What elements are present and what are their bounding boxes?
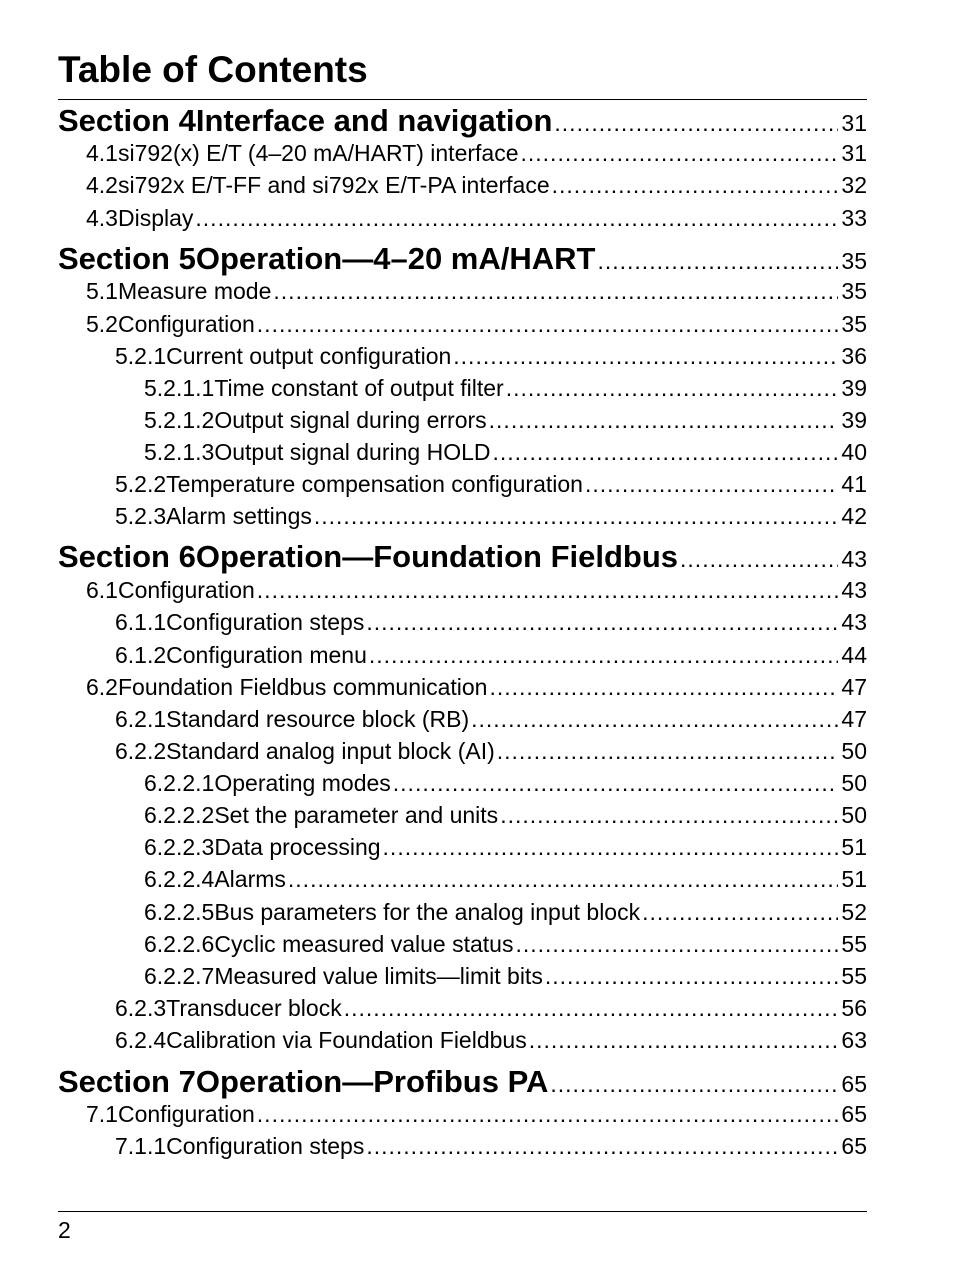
page-title: Table of Contents	[58, 49, 368, 90]
toc-entry-number: 6.2.2.6	[144, 931, 215, 957]
toc-entry-title: Temperature compensation configuration	[166, 471, 583, 497]
toc-section-entry[interactable]	[58, 103, 867, 139]
toc-entry-number: 6.2.2	[115, 738, 167, 764]
toc-entry-page: 65	[841, 1101, 867, 1127]
toc-entry-number: 5.1	[86, 278, 118, 304]
toc-entry-title: Interface and navigation	[195, 103, 553, 138]
toc-entry-title: Operation—Profibus PA	[195, 1064, 549, 1099]
toc-entry-title: Measure mode	[117, 278, 272, 304]
toc-entry-number: Section 7	[58, 1064, 196, 1099]
toc-entry-title: Current output configuration	[166, 343, 452, 369]
toc-entry-page: 33	[841, 205, 867, 231]
toc-entry-title: Set the parameter and units	[214, 802, 499, 828]
dot-leader	[515, 931, 838, 958]
toc-entry-title: Calibration via Foundation Fieldbus	[166, 1027, 527, 1053]
toc-entry-number: 5.2.2	[115, 471, 167, 497]
toc-entry-page: 42	[841, 503, 867, 529]
toc-entry-page: 32	[841, 172, 867, 198]
toc-entry-number: 5.2.1.2	[144, 407, 215, 433]
toc-entry[interactable]	[58, 278, 867, 308]
toc-section-entry[interactable]	[58, 539, 867, 575]
toc-entry[interactable]	[58, 577, 867, 607]
title-divider	[58, 99, 867, 100]
dot-leader	[366, 1133, 838, 1160]
dot-leader	[257, 1101, 839, 1128]
toc-entry-page: 41	[841, 471, 867, 497]
toc-entry-title: Alarm settings	[166, 503, 312, 529]
dot-leader	[585, 471, 838, 498]
dot-leader	[273, 278, 838, 305]
toc-entry-page: 43	[841, 609, 867, 635]
toc-entry-number: 6.2.2.2	[144, 802, 215, 828]
toc-entry[interactable]	[58, 674, 867, 704]
toc-entry-number: 4.1	[86, 140, 118, 166]
dot-leader	[366, 609, 838, 636]
toc-entry-title: Configuration	[117, 1101, 255, 1127]
dot-leader	[497, 738, 839, 765]
toc-entry[interactable]	[58, 866, 867, 896]
toc-entry-number: 6.2.2.5	[144, 899, 215, 925]
toc-entry[interactable]	[58, 1101, 867, 1131]
dot-leader	[680, 546, 838, 573]
toc-entry[interactable]	[58, 609, 867, 639]
toc-entry-page: 39	[841, 375, 867, 401]
dot-leader	[597, 248, 838, 275]
toc-entry[interactable]	[58, 343, 867, 373]
dot-leader	[471, 706, 838, 733]
dot-leader	[500, 802, 838, 829]
toc-entry-number: 6.2.2.7	[144, 963, 215, 989]
toc-entry-title: Standard resource block (RB)	[166, 706, 470, 732]
toc-entry-page: 51	[841, 866, 867, 892]
toc-entry-title: Display	[117, 205, 194, 231]
toc-entry[interactable]	[58, 802, 867, 832]
toc-entry[interactable]	[58, 899, 867, 929]
toc-entry-page: 43	[841, 546, 867, 572]
toc-entry-page: 36	[841, 343, 867, 369]
toc-entry-page: 52	[841, 899, 867, 925]
toc-entry-page: 35	[841, 311, 867, 337]
toc-entry-title: Standard analog input block (AI)	[166, 738, 495, 764]
toc-entry[interactable]	[58, 375, 867, 405]
toc-entry-title: Operation—Foundation Fieldbus	[195, 539, 679, 574]
toc-entry[interactable]	[58, 439, 867, 469]
toc-entry-page: 35	[841, 278, 867, 304]
toc-entry-title: Bus parameters for the analog input block	[214, 899, 641, 925]
toc-entry[interactable]	[58, 642, 867, 672]
toc-entry-number: Section 4	[58, 103, 196, 138]
toc-entry-number: Section 6	[58, 539, 196, 574]
toc-entry[interactable]	[58, 1133, 867, 1163]
toc-entry[interactable]	[58, 205, 867, 235]
toc-entry-page: 47	[841, 674, 867, 700]
dot-leader	[506, 375, 839, 402]
toc-entry[interactable]	[58, 963, 867, 993]
toc-entry-title: Configuration	[117, 577, 255, 603]
dot-leader	[314, 503, 839, 530]
dot-leader	[489, 407, 839, 434]
toc-entry-title: Operation—4–20 mA/HART	[195, 241, 596, 276]
toc-entry-title: Output signal during HOLD	[214, 439, 491, 465]
toc-entry-title: Transducer block	[166, 995, 342, 1021]
dot-leader	[521, 140, 839, 167]
toc-entry-title: Foundation Fieldbus communication	[117, 674, 488, 700]
document-page	[58, 0, 867, 1272]
toc-entry-page: 50	[841, 738, 867, 764]
dot-leader	[552, 172, 839, 199]
toc-entry-title: si792x E/T-FF and si792x E/T-PA interface	[117, 172, 550, 198]
toc-entry-page: 65	[841, 1133, 867, 1159]
toc-entry-page: 55	[841, 963, 867, 989]
toc-entry-number: 4.2	[86, 172, 118, 198]
toc-entry-number: 4.3	[86, 205, 118, 231]
toc-entry[interactable]	[58, 311, 867, 341]
toc-entry[interactable]	[58, 706, 867, 736]
toc-entry[interactable]	[58, 931, 867, 961]
dot-leader	[344, 995, 839, 1022]
dot-leader	[369, 642, 839, 669]
toc-entry-title: Data processing	[214, 834, 381, 860]
toc-entry-page: 55	[841, 931, 867, 957]
toc-entry-title: si792(x) E/T (4–20 mA/HART) interface	[117, 140, 519, 166]
toc-entry[interactable]	[58, 471, 867, 501]
toc-entry-number: 6.1	[86, 577, 118, 603]
toc-entry-number: 6.1.1	[115, 609, 167, 635]
toc-entry-page: 65	[841, 1071, 867, 1097]
toc-entry-page: 31	[841, 140, 867, 166]
toc-entry-page: 50	[841, 802, 867, 828]
dot-leader	[257, 577, 839, 604]
page-number: 2	[58, 1217, 71, 1243]
toc-entry-title: Output signal during errors	[214, 407, 487, 433]
toc-entry-title: Configuration menu	[166, 642, 367, 668]
dot-leader	[493, 439, 839, 466]
toc-entry-number: 6.2.4	[115, 1027, 167, 1053]
toc-entry[interactable]	[58, 172, 867, 202]
toc-entry-title: Cyclic measured value status	[214, 931, 514, 957]
dot-leader	[545, 963, 839, 990]
toc-entry-number: 6.2.2.4	[144, 866, 215, 892]
toc-entry-number: Section 5	[58, 241, 196, 276]
toc-entry-page: 50	[841, 770, 867, 796]
toc-entry-title: Measured value limits—limit bits	[214, 963, 543, 989]
toc-entry-page: 51	[841, 834, 867, 860]
toc-entry-title: Alarms	[214, 866, 286, 892]
toc-entry-page: 35	[841, 248, 867, 274]
toc-entry-number: 6.1.2	[115, 642, 167, 668]
toc-entry-title: Configuration	[117, 311, 255, 337]
footer-divider	[58, 1211, 867, 1212]
toc-entry-title: Configuration steps	[166, 609, 365, 635]
toc-entry-title: Operating modes	[214, 770, 391, 796]
dot-leader	[288, 866, 839, 893]
toc-entry-page: 39	[841, 407, 867, 433]
toc-entry-number: 5.2.1	[115, 343, 167, 369]
toc-entry-page: 40	[841, 439, 867, 465]
toc-section-entry[interactable]	[58, 241, 867, 277]
toc-entry-number: 5.2.1.3	[144, 439, 215, 465]
toc-entry[interactable]	[58, 503, 867, 533]
toc-entry-number: 7.1.1	[115, 1133, 167, 1159]
toc-entry-page: 44	[841, 642, 867, 668]
toc-entry-page: 47	[841, 706, 867, 732]
toc-entry-number: 5.2.3	[115, 503, 167, 529]
dot-leader	[529, 1027, 839, 1054]
toc-entry[interactable]	[58, 407, 867, 437]
toc-entry-title: Configuration steps	[166, 1133, 365, 1159]
toc-entry-number: 6.2.3	[115, 995, 167, 1021]
toc-entry-number: 7.1	[86, 1101, 118, 1127]
toc-entry-number: 5.2.1.1	[144, 375, 215, 401]
toc-entry[interactable]	[58, 834, 867, 864]
dot-leader	[489, 674, 838, 701]
toc-entry[interactable]	[58, 1027, 867, 1057]
dot-leader	[642, 899, 838, 926]
toc-section-entry[interactable]	[58, 1064, 867, 1100]
dot-leader	[554, 110, 838, 137]
dot-leader	[453, 343, 838, 370]
toc-entry-number: 5.2	[86, 311, 118, 337]
dot-leader	[550, 1071, 838, 1098]
dot-leader	[257, 311, 839, 338]
toc-entry-number: 6.2	[86, 674, 118, 700]
toc-entry-page: 56	[841, 995, 867, 1021]
toc-entry[interactable]	[58, 995, 867, 1025]
toc-entry[interactable]	[58, 738, 867, 768]
toc-entry[interactable]	[58, 140, 867, 170]
toc-entry-title: Time constant of output filter	[214, 375, 504, 401]
toc-entry[interactable]	[58, 770, 867, 800]
toc-entry-number: 6.2.2.1	[144, 770, 215, 796]
toc-entry-number: 6.2.2.3	[144, 834, 215, 860]
toc-entry-page: 31	[841, 110, 867, 136]
dot-leader	[383, 834, 839, 861]
dot-leader	[195, 205, 838, 232]
toc-entry-number: 6.2.1	[115, 706, 167, 732]
toc-entry-page: 63	[841, 1027, 867, 1053]
dot-leader	[393, 770, 839, 797]
toc-entry-page: 43	[841, 577, 867, 603]
